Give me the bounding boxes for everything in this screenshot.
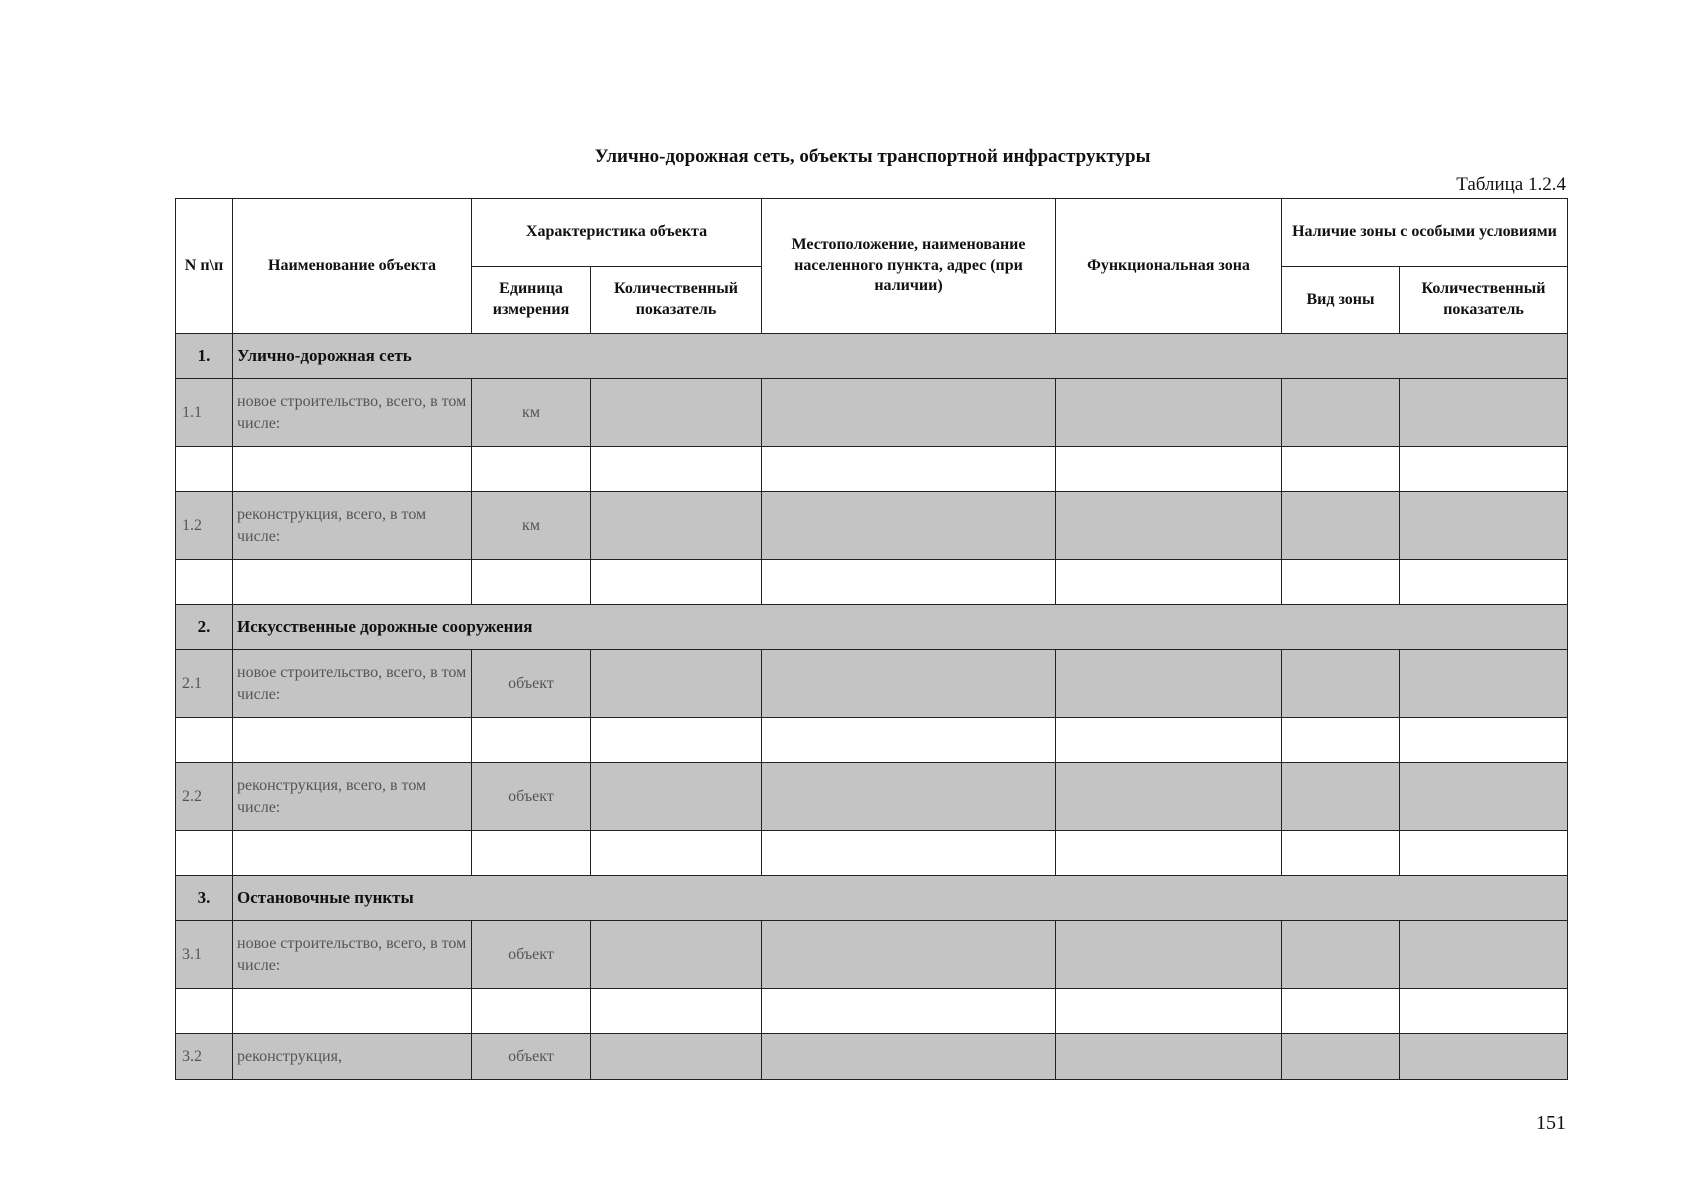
- row-name: новое строительство, всего, в том числе:: [233, 921, 472, 989]
- row-unit: объект: [472, 763, 591, 831]
- row-number: 3.1: [176, 921, 233, 989]
- row-number: 1.2: [176, 492, 233, 560]
- blank-row: [176, 560, 1568, 605]
- table-label: Таблица 1.2.4: [1456, 174, 1566, 195]
- section-number: 3.: [176, 876, 233, 921]
- blank-row: [176, 718, 1568, 763]
- page-number: 151: [1536, 1112, 1566, 1134]
- row-number: 1.1: [176, 379, 233, 447]
- header-name: Наименование объекта: [233, 199, 472, 334]
- header-characteristics: Характеристика объекта: [472, 199, 762, 267]
- section-number: 1.: [176, 334, 233, 379]
- section-name: Искусственные дорожные сооружения: [233, 605, 762, 650]
- blank-row: [176, 989, 1568, 1034]
- table-row: [176, 650, 1568, 718]
- section-row: [176, 876, 1568, 921]
- header-quantity: Количественный показатель: [591, 267, 762, 334]
- section-number: 2.: [176, 605, 233, 650]
- table-row: [176, 921, 1568, 989]
- table-title: Улично-дорожная сеть, объекты транспортной инфраструктуры: [594, 146, 1151, 167]
- row-name: реконструкция, всего, в том числе:: [233, 763, 472, 831]
- row-name: реконструкция,: [233, 1034, 472, 1080]
- row-unit: объект: [472, 650, 591, 718]
- transport-infrastructure-table: [175, 198, 1568, 1080]
- table-row: [176, 492, 1568, 560]
- row-name: новое строительство, всего, в том числе:: [233, 379, 472, 447]
- table-row: [176, 763, 1568, 831]
- section-name: Остановочные пункты: [233, 876, 762, 921]
- table-row: [176, 1034, 1568, 1080]
- row-number: 2.1: [176, 650, 233, 718]
- blank-row: [176, 447, 1568, 492]
- row-unit: км: [472, 379, 591, 447]
- table-row: [176, 379, 1568, 447]
- header-unit: Единица измерения: [472, 267, 591, 334]
- row-unit: объект: [472, 1034, 591, 1080]
- blank-row: [176, 831, 1568, 876]
- section-row: [176, 605, 1568, 650]
- row-name: реконструкция, всего, в том числе:: [233, 492, 472, 560]
- row-number: 3.2: [176, 1034, 233, 1080]
- header-num: N п\п: [176, 199, 233, 334]
- header-location: Местоположение, наименование населенного пункта, адрес (при наличии): [762, 199, 1056, 334]
- row-unit: км: [472, 492, 591, 560]
- row-name: новое строительство, всего, в том числе:: [233, 650, 472, 718]
- header-functional-zone: Функциональная зона: [1056, 199, 1282, 334]
- header-special-zone: Наличие зоны с особыми условиями: [1282, 199, 1568, 267]
- header-zone-quantity: Количественный показатель: [1400, 267, 1568, 334]
- row-unit: объект: [472, 921, 591, 989]
- section-name: Улично-дорожная сеть: [233, 334, 762, 379]
- header-zone-type: Вид зоны: [1282, 267, 1400, 334]
- row-number: 2.2: [176, 763, 233, 831]
- section-row: [176, 334, 1568, 379]
